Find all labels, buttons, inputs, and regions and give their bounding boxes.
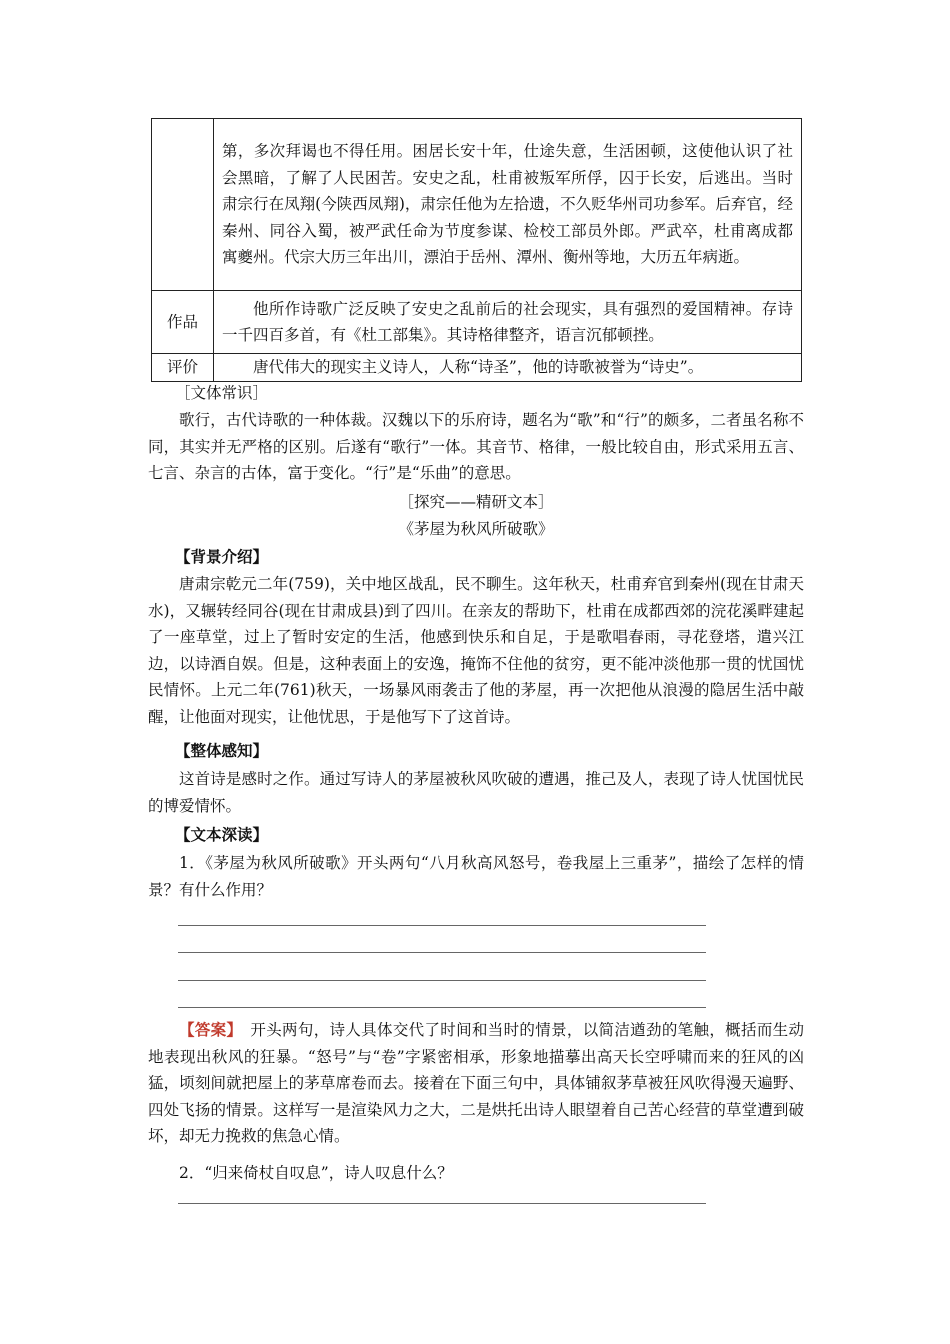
- table-row: [152, 354, 802, 382]
- overall-paragraph: 这首诗是感时之作。通过写诗人的茅屋被秋风吹破的遭遇，推己及人，表现了诗人忧国忧民的博爱情怀。: [148, 770, 804, 815]
- row-content: 唐代伟大的现实主义诗人，人称“诗圣”，他的诗歌被誉为“诗史”。: [214, 354, 802, 382]
- answer-text: 开头两句，诗人具体交代了时间和当时的情景，以简洁遒劲的笔触，概括而生动地表现出秋风的狂暴。“怒号”与“卷”字紧密相承，形象地描摹出高天长空呼啸而来的狂风的凶猛，顷刻间就把屋上的茅草席卷而去。接着在下面三句中，具体铺叙茅草被狂风吹得漫天遍野、四处飞扬的情景。这样写一是渲染风力之大，二是烘托出诗人眼望着自己苦心经营的草堂遭到破坏，却无力挽救的焦急心情。: [148, 1021, 804, 1145]
- answer-line[interactable]: [178, 1007, 706, 1008]
- answer-line[interactable]: [178, 952, 706, 953]
- table-row: [152, 119, 802, 291]
- answer-tag: 【答案】: [179, 1020, 235, 1039]
- question-2: 2．“归来倚杖自叹息”，诗人叹息什么？: [179, 1164, 453, 1182]
- deep-reading-heading: 【文本深读】: [175, 825, 269, 844]
- question-1: 1．《茅屋为秋风所破歌》开头两句“八月秋高风怒号，卷我屋上三重茅”，描绘了怎样的情景？有什么作用？: [148, 854, 804, 899]
- row-label: [152, 119, 214, 291]
- genre-paragraph: 歌行，古代诗歌的一种体裁。汉魏以下的乐府诗，题名为“歌”和“行”的颇多，二者虽名称不同，其实并无严格的区别。后遂有“歌行”一体。其音节、格律，一般比较自由，形式采用五言、七言、杂言的古体，富于变化。“行”是“乐曲”的意思。: [148, 411, 804, 482]
- row-label: 作品: [152, 291, 214, 354]
- genre-heading: ［文体常识］: [175, 384, 269, 402]
- row-content: 他所作诗歌广泛反映了安史之乱前后的社会现实，具有强烈的爱国精神。存诗一千四百多首，有《杜工部集》。其诗格律整齐，语言沉郁顿挫。: [214, 291, 802, 354]
- poem-title: 《茅屋为秋风所破歌》: [398, 520, 554, 538]
- background-heading: 【背景介绍】: [175, 547, 269, 566]
- answer-1: [148, 1017, 804, 1150]
- explore-heading: ［探究——精研文本］: [398, 493, 554, 511]
- biography-table: [151, 118, 802, 382]
- table-row: [152, 291, 802, 354]
- answer-line[interactable]: [178, 980, 706, 981]
- overall-heading: 【整体感知】: [175, 741, 269, 760]
- row-label: 评价: [152, 354, 214, 382]
- answer-line[interactable]: [178, 1203, 706, 1204]
- answer-line[interactable]: [178, 925, 706, 926]
- background-paragraph: 唐肃宗乾元二年(759)，关中地区战乱，民不聊生。这年秋天，杜甫弃官到秦州(现在甘肃天水)，又辗转经同谷(现在甘肃成县)到了四川。在亲友的帮助下，杜甫在成都西郊的浣花溪畔建起了一座草堂，过上了暂时安定的生活，他感到快乐和自足，于是歌唱春雨，寻花登塔，遣兴江边，以诗酒自娱。但是，这种表面上的安逸，掩饰不住他的贫穷，更不能冲淡他那一贯的忧国忧民情怀。上元二年(761)秋天，一场暴风雨袭击了他的茅屋，再一次把他从浪漫的隐居生活中敲醒，让他面对现实，让他忧思，于是他写下了这首诗。: [148, 575, 804, 726]
- row-content: 第，多次拜谒也不得任用。困居长安十年，仕途失意，生活困顿，这使他认识了社会黑暗，了解了人民困苦。安史之乱，杜甫被叛军所俘，囚于长安，后逃出。当时肃宗行在凤翔(今陕西凤翔)，肃宗任他为左拾遗，不久贬华州司功参军。后弃官，经秦州、同谷入蜀，被严武任命为节度参谋、检校工部员外郎。严武卒，杜甫离成都寓夔州。代宗大历三年出川，漂泊于岳州、潭州、衡州等地，大历五年病逝。: [214, 119, 802, 291]
